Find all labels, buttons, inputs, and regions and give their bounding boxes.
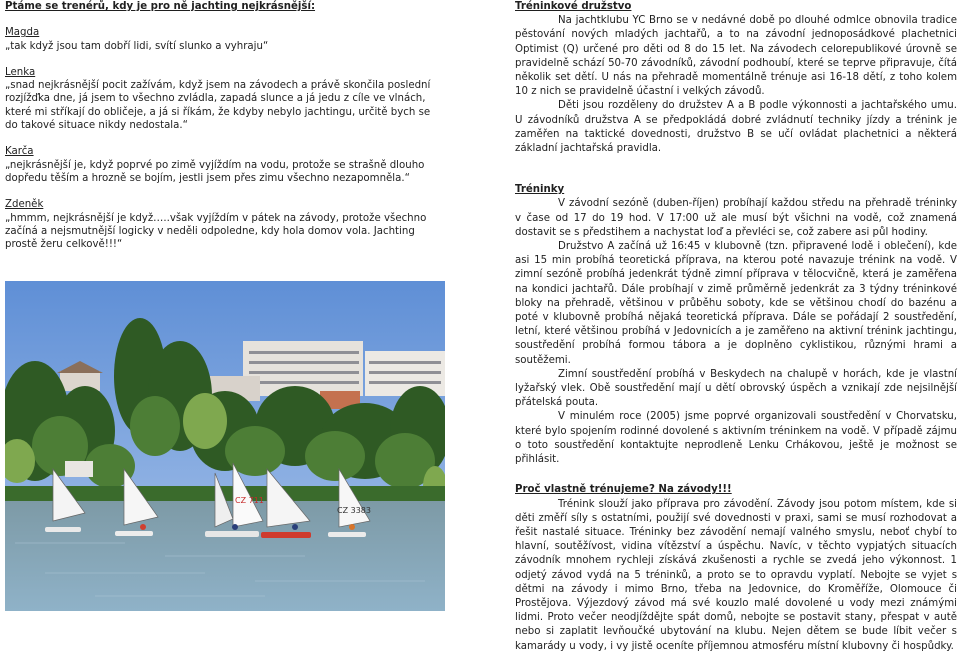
quote-text-karca: „nejkrásnější je, když poprvé po zimě vyjíždím na vodu, protože se strašně dlouho dopředu těším a hrozně se bojím, jestli jsem přes zimu všechno nezapomněla.“ <box>5 159 425 184</box>
quote-author-magda: Magda <box>5 27 40 39</box>
right-column <box>515 0 957 654</box>
training-paragraph-4: V minulém roce (2005) jsme poprvé organizovali soustředění v Chorvatsku, které bylo spojením rodinné dovolené s aktivním tréninkem na vodě. V případě zájmu o toto soustředění kontaktujte neprodleně Lenku Crhákovou, ještě je možnost se přihlásit. <box>515 411 957 466</box>
sail-number-label-2: CZ 3383 <box>337 506 371 515</box>
quote-text-zdenek: „hmmm, nejkrásnější je když…..však vyjíždím v pátek na závody, protože všechno začíná a nejsmutnější logicky v neděli odpoledne, kdy hola domov vola. Jachting prostě žeru celkově!!!“ <box>5 212 427 251</box>
section-title-training: Tréninky <box>515 184 565 196</box>
training-paragraph-2: Družstvo A začíná už 16:45 v klubovně (tzn. připravené lodě i oblečení), kde asi 15 min probíhá teoretická příprava, na kterou poté navazuje trénink na vodě. V zimní sezóně probíhá jedenkrát týdně zimní příprava v tělocvičně, která je zaměřena na kondici jachtařů. Dále probíhají v zimě průměrně jedenkrát za 3 týdny tréninkové bloky na přehradě, většinou v průběhu soboty, kde se většinou chodí do bazénu a poté v klubovně probíhá nějaká teoretická příprava. Dále se pořádají 2 soustředění, letní, které většinou probíhá v Jedovnicích a je zaměřeno na aktivní trénink jachtingu, soustředění probíhá formou tábora a je doplněno cyklistikou, různými hrami a soutěžemi. <box>515 241 957 366</box>
quote-author-zdenek: Zdeněk <box>5 199 44 211</box>
team-paragraph-1: Na jachtklubu YC Brno se v nedávné době po dlouhé odmlce obnovila tradice pěstování nových mladých jachtařů, a to na závodní jednoposádkové plachetnici Optimist (Q) určené pro děti od 8 do 15 let. Na závodech celorepublikové úrovně se pravidelně schází 50-70 závodníků, závodní podhoubí, které se teprve připravuje, čítá několik set dětí. U nás na přehradě momentálně trénuje asi 16-18 dětí, z toho kolem 10 z nich se pravidelně účastní i velkých závodů. <box>515 15 957 98</box>
sail-number-label-1: CZ 711 <box>235 496 264 505</box>
quote-author-lenka: Lenka <box>5 66 36 78</box>
quote-text-magda: „tak když jsou tam dobří lidi, svítí slunko a vyhraju“ <box>5 40 269 52</box>
section-title-team: Tréninkové družstvo <box>515 1 632 12</box>
quote-author-karca: Karča <box>5 146 34 158</box>
interview-title: Ptáme se trenérů, kdy je pro ně jachting nejkrásnější: <box>5 1 316 12</box>
training-paragraph-3: Zimní soustředění probíhá v Beskydech na chalupě v horách, kde je vlastní lyžařský vlek. Obě soustředění mají u dětí obrovský úspěch a vznikají zde nejsilnější přátelská pouta. <box>515 368 957 409</box>
left-column <box>5 0 445 251</box>
sailing-photo <box>5 281 445 611</box>
team-paragraph-2: Děti jsou rozděleny do družstev A a B podle výkonnosti a jachtařského umu. U závodníků družstva A se předpokládá dobré zvládnutí techniky jízdy a trénink je zaměřen na taktické dovednosti, družstvo B se učí ovládat plachetnici a některá základní jachtařská pravidla. <box>515 100 957 155</box>
quote-text-lenka: „snad nejkrásnější pocit zažívám, když jsem na závodech a právě skončila poslední rozjížďka dne, já jsem to všechno zvládla, zapadá slunce a já jedu z cíle ve vlnách, které mi stříkají do obličeje, a já si říkám, že kdyby nebylo jachtingu, určitě bych se do takové situace nikdy nedostala.“ <box>5 80 431 132</box>
section-title-races: Proč vlastně trénujeme? Na závody!!! <box>515 484 732 496</box>
races-paragraph-1: Trénink slouží jako příprava pro závodění. Závody jsou potom místem, kde si děti změří síly s ostatními, použijí své dovednosti v praxi, sami se musí rozhodovat a řešit nastalé situace. Tréninky bez závodění nemají valného smyslu, neboť chybí to hlavní, soutěžívost, vidina vítězství a úspěchu. Navíc, v těchto vypjatých situacích závodník mnohem rychleji získává zkušenosti a rychle se zvedá jeho výkonnost. 1 odjetý závod vydá na 5 tréninků, a proto se to opravdu vyplatí. Nebojte se vyjet s dětmi na závody i mimo Brno, třeba na Jedovnice, do Kroměříže, Olomouce či Prostějova. Výjezdový závod má své kouzlo malé dovolené u vody mezi známými lidmi. Proto večer neodjíždějte spát domů, nebojte se postavit stany, přespat v autě nebo si zaplatit levňoučké ubytování na klubu. Nejen dětem se bude líbit večer s kamarády u vody, i vy jistě oceníte příjemnou atmosféru místní klubovny či hospůdky. <box>515 498 957 652</box>
training-paragraph-1: V závodní sezóně (duben-říjen) probíhají každou středu na přehradě tréninky v čase od 17 do 19 hod. V 17:00 už ale musí být všichni na vodě, což znamená dostavit se s předstihem a nachystat loď a převléci se, což zabere asi půl hodiny. <box>515 198 957 238</box>
